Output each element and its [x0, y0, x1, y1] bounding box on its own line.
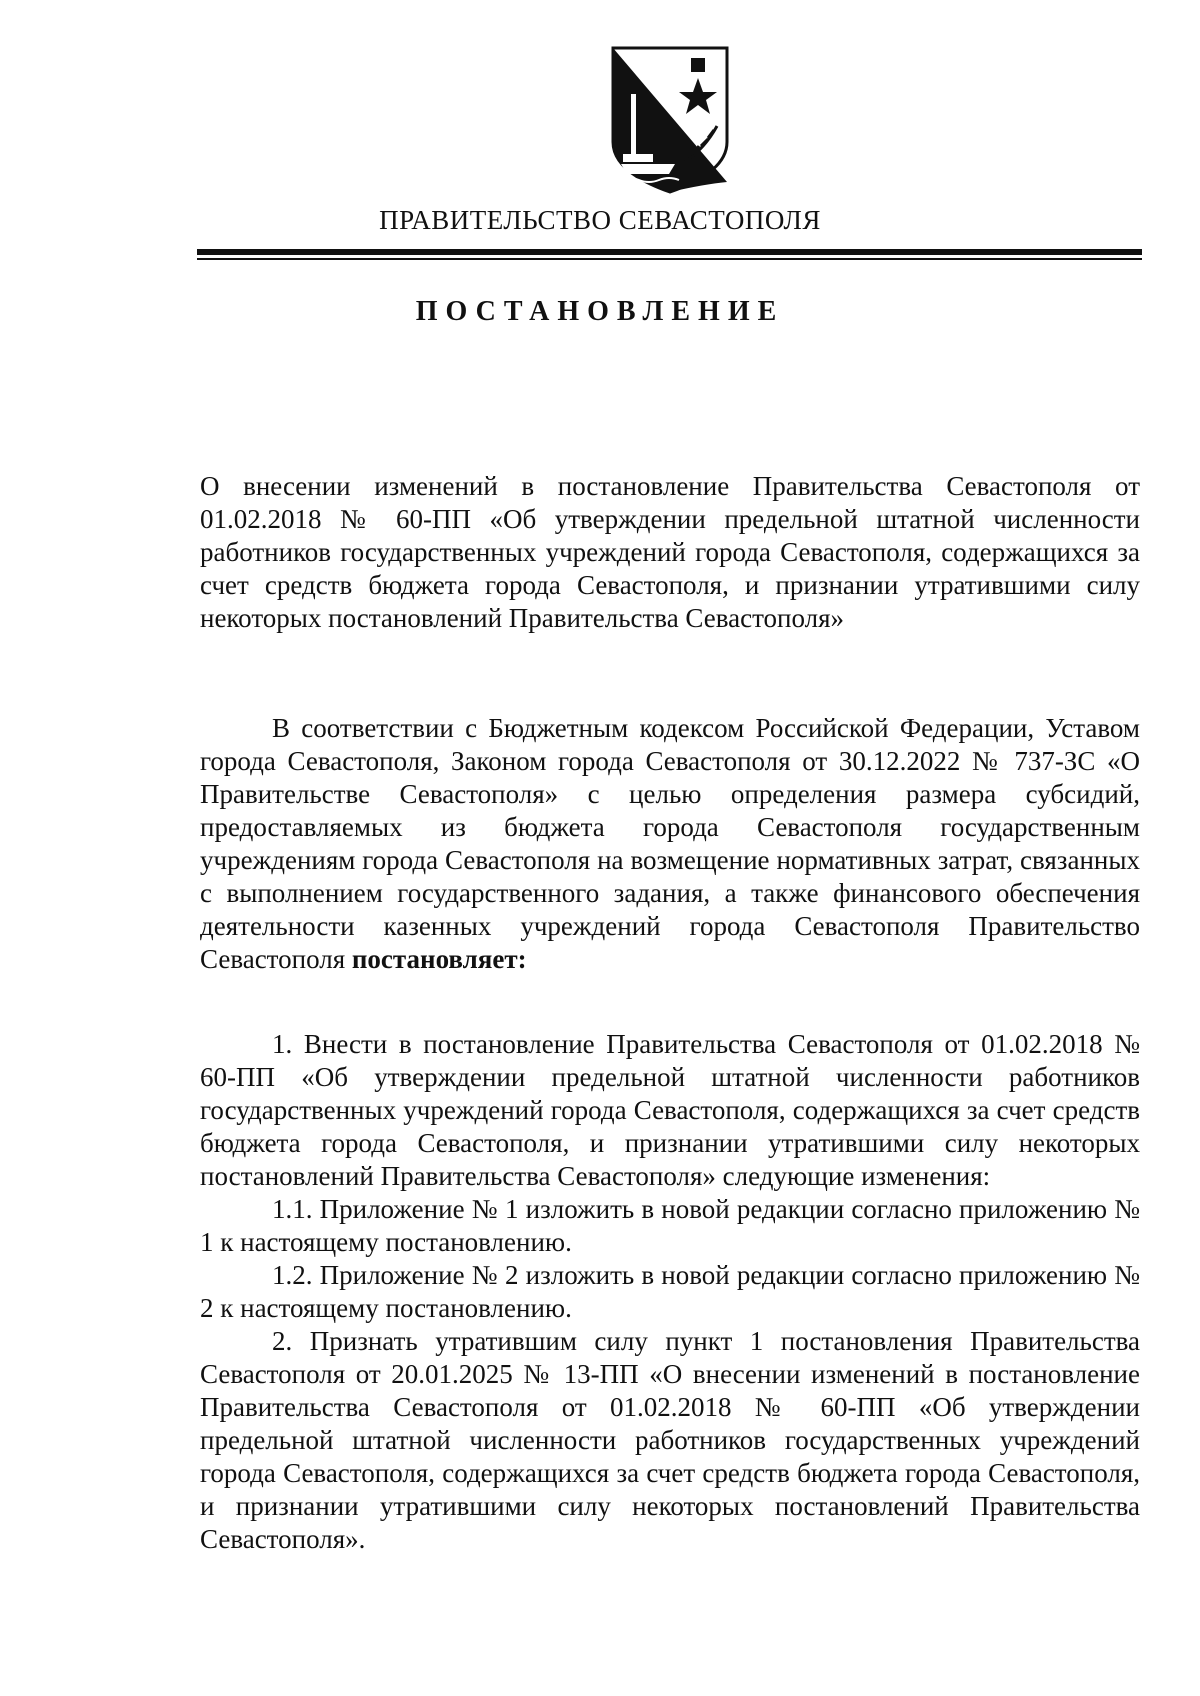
document-subject: О внесении изменений в постановление Правительства Севастополя от 01.02.2018 № 60-ПП «Об утверждении предельной штатной численности работников государственных учреждений города Севастополя, содержащихся за счет средств бюджета города Севастополя, и признании утратившими силу некоторых постановлений Правительства Севастополя» — [200, 471, 1140, 633]
decree-word: постановляет: — [351, 944, 527, 974]
header-rule-thick — [197, 249, 1142, 255]
document-type: ПОСТАНОВЛЕНИЕ — [415, 296, 785, 327]
item-1-1: 1.1. Приложение № 1 изложить в новой редакции согласно приложению № 1 к настоящему постановлению. — [200, 1194, 1140, 1257]
header-rule-thin — [197, 258, 1142, 260]
item-2: 2. Признать утратившим силу пункт 1 постановления Правительства Севастополя от 20.01.2025 № 13-ПП «О внесении изменений в постановление Правительства Севастополя от 01.02.2018 № 60-ПП «Об утверждении предельной штатной численности работников государственных учреждений города Севастополя, содержащихся за счет средств бюджета города Севастополя, и признании утратившими силу некоторых постановлений Правительства Севастополя». — [200, 1326, 1140, 1554]
item-1-2: 1.2. Приложение № 2 изложить в новой редакции согласно приложению № 2 к настоящему постановлению. — [200, 1260, 1140, 1323]
preamble-text: В соответствии с Бюджетным кодексом Российской Федерации, Уставом города Севастополя, Законом города Севастополя от 30.12.2022 № 737-ЗС «О Правительстве Севастополя» с целью определения размера субсидий, предоставляемых из бюджета города Севастополя государственным учреждениям города Севастополя на возмещение нормативных затрат, связанных с выполнением государственного задания, а также финансового обеспечения деятельности казенных учреждений города Севастополя Правительство Севастополя — [200, 713, 1140, 974]
item-1: 1. Внести в постановление Правительства Севастополя от 01.02.2018 № 60-ПП «Об утверждении предельной штатной численности работников государственных учреждений города Севастополя, содержащихся за счет средств бюджета города Севастополя, и признании утратившими силу некоторых постановлений Правительства Севастополя» следующие изменения: — [200, 1029, 1140, 1191]
preamble — [200, 712, 1140, 976]
organization-name: ПРАВИТЕЛЬСТВО СЕВАСТОПОЛЯ — [379, 205, 821, 235]
sevastopol-coat-of-arms-icon — [605, 44, 735, 196]
decree-items — [200, 1028, 1140, 1556]
